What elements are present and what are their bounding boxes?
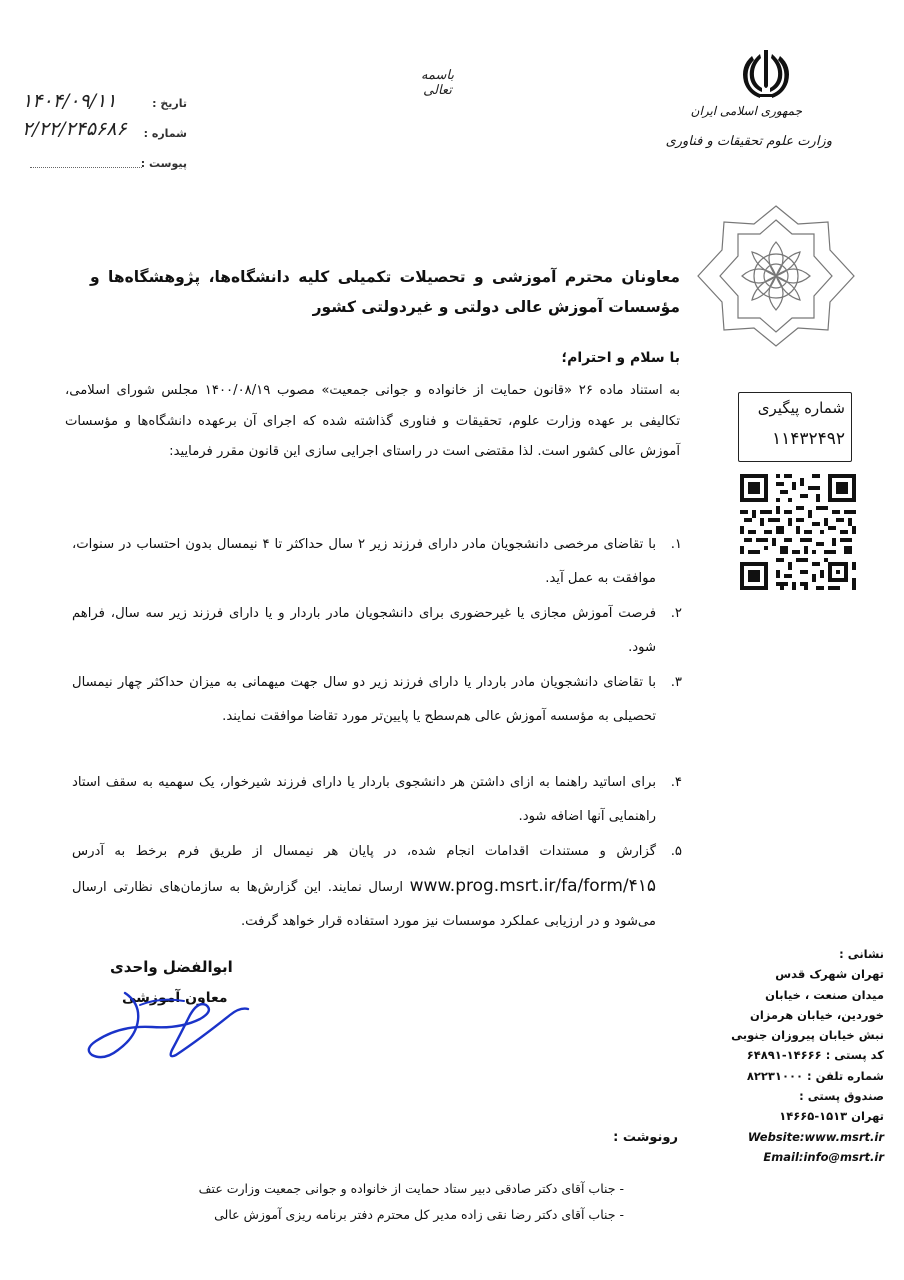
postal-code: کد پستی : ۱۴۶۶۶-۶۴۸۹۱ — [746, 1048, 884, 1063]
website-link[interactable]: Website:www.msrt.ir — [747, 1129, 884, 1144]
address-line: نبش خیابان پیروزان جنوبی — [731, 1028, 884, 1043]
ministry-line-2: وزارت علوم تحقیقات و فناوری — [665, 134, 832, 149]
attachment-dots — [30, 167, 142, 168]
address-block — [704, 944, 884, 1167]
cc-item: - جناب آقای دکتر رضا نقی زاده مدیر کل محترم دفتر برنامه ریزی آموزش عالی — [214, 1207, 624, 1222]
ministry-line-1: جمهوری اسلامی ایران — [690, 104, 802, 118]
list-item — [72, 666, 682, 766]
item-text: فرصت آموزش مجازی یا غیرحضوری برای دانشجویان مادر باردار و یا دارای فرزند زیر سه سال، فراهم شود. — [72, 606, 656, 655]
email-link[interactable]: Email:info@msrt.ir — [763, 1149, 884, 1164]
tracking-label: شماره پیگیری — [757, 399, 845, 417]
cc-list — [124, 1176, 624, 1228]
number-value: ۲/۲۲/۲۴۵۶۸۶ — [22, 118, 127, 140]
date-label: تاریخ : — [152, 97, 187, 110]
attachment-row — [22, 152, 187, 178]
ornament-icon — [694, 202, 858, 350]
item-number: ۵. — [670, 844, 682, 859]
phone-number: شماره تلفن : ۸۲۲۳۱۰۰۰ — [746, 1068, 884, 1083]
address-line: میدان صنعت ، خیابان — [765, 987, 884, 1002]
po-box-label: صندوق پستی : — [799, 1089, 884, 1104]
basmala: باسمه تعالی — [421, 68, 454, 98]
qr-code-icon[interactable] — [740, 474, 856, 590]
recipient: معاونان محترم آموزشی و تحصیلات تکمیلی کلیه دانشگاه‌ها، پژوهشگاه‌ها و مؤسسات آموزش عالی دولتی و غیردولتی کشور — [90, 268, 680, 316]
tracking-number: ۱۱۴۳۲۴۹۲ — [771, 429, 845, 449]
tracking-box — [738, 392, 852, 462]
item-number: ۳. — [670, 675, 682, 690]
po-box-value: تهران ۱۵۱۳-۱۴۶۶۵ — [779, 1109, 884, 1124]
item-number: ۱. — [670, 537, 682, 552]
form-url-link[interactable]: www.prog.msrt.ir/fa/form/۴۱۵ — [409, 876, 656, 896]
signer-name: ابوالفضل واحدی — [110, 958, 233, 976]
item-text: گزارش و مستندات اقدامات انجام شده، در پایان هر نیمسال از طریق فرم برخط به آدرس — [72, 844, 656, 859]
list-item — [72, 597, 682, 666]
cc-item: - جناب آقای دکتر صادقی دبیر ستاد حمایت از خانواده و جوانی جمعیت وزارت عتف — [198, 1181, 624, 1196]
item-text: برای اساتید راهنما به ازای داشتن هر دانشجوی باردار یا دارای فرزند شیرخوار، یک سهمیه به سقف استاد راهنمایی آنها اضافه شود. — [72, 775, 656, 824]
item-text: با تقاضای مرخصی دانشجویان مادر دارای فرزند زیر ۲ سال حداکثر تا ۴ نیمسال بدون احتساب در سنوات، موافقت به عمل آید. — [72, 537, 657, 586]
item-number: ۴. — [670, 775, 682, 790]
address-line: تهران شهرک قدس — [775, 967, 884, 982]
attachment-label: پیوست : — [140, 157, 187, 170]
item-number: ۲. — [670, 606, 682, 621]
list-item — [72, 766, 682, 835]
iran-emblem-icon — [738, 46, 794, 102]
greeting: با سلام و احترام؛ — [561, 350, 680, 366]
address-label: نشانی : — [839, 947, 884, 961]
item-text: ارسال نمایند. این گزارش‌ها به سازمان‌های نظارتی ارسال می‌شود و در ارزیابی عملکرد موسسات نیز مورد استفاده قرار خواهد گرفت. — [72, 880, 656, 929]
date-value: ۱۴۰۴/۰۹/۱۱ — [22, 90, 117, 112]
list-item — [72, 835, 682, 939]
cc-label: رونوشت : — [613, 1130, 678, 1145]
date-row — [22, 90, 187, 116]
handwritten-signature — [80, 975, 260, 1070]
list-item — [72, 528, 682, 597]
signer-title: معاون آموزشی — [122, 990, 228, 1006]
intro-paragraph: به استناد ماده ۲۶ «قانون حمایت از خانواده و جوانی جمعیت» مصوب ۱۴۰۰/۰۸/۱۹ مجلس شورای اسلامی، تکالیفی بر عهده وزارت علوم، تحقیقات و فناوری گذاشته شده که اجرای آن برعهده دانشگاه‌ها و مؤسسات آموزش عالی کشور است. لذا مقتضی است در راستای اجرایی سازی این قانون مقرر فرمایید: — [65, 383, 680, 459]
address-line: خوردین، خیابان هرمزان — [750, 1007, 884, 1022]
directive-list — [72, 528, 682, 939]
number-label: شماره : — [143, 127, 187, 140]
number-row — [22, 118, 187, 144]
item-text: با تقاضای دانشجویان مادر باردار یا دارای فرزند زیر دو سال جهت میهمانی به میزان حداکثر چهار نیمسال تحصیلی به مؤسسه آموزش عالی هم‌سطح یا پایین‌تر مورد تقاضا موافقت نمایند. — [72, 675, 656, 724]
